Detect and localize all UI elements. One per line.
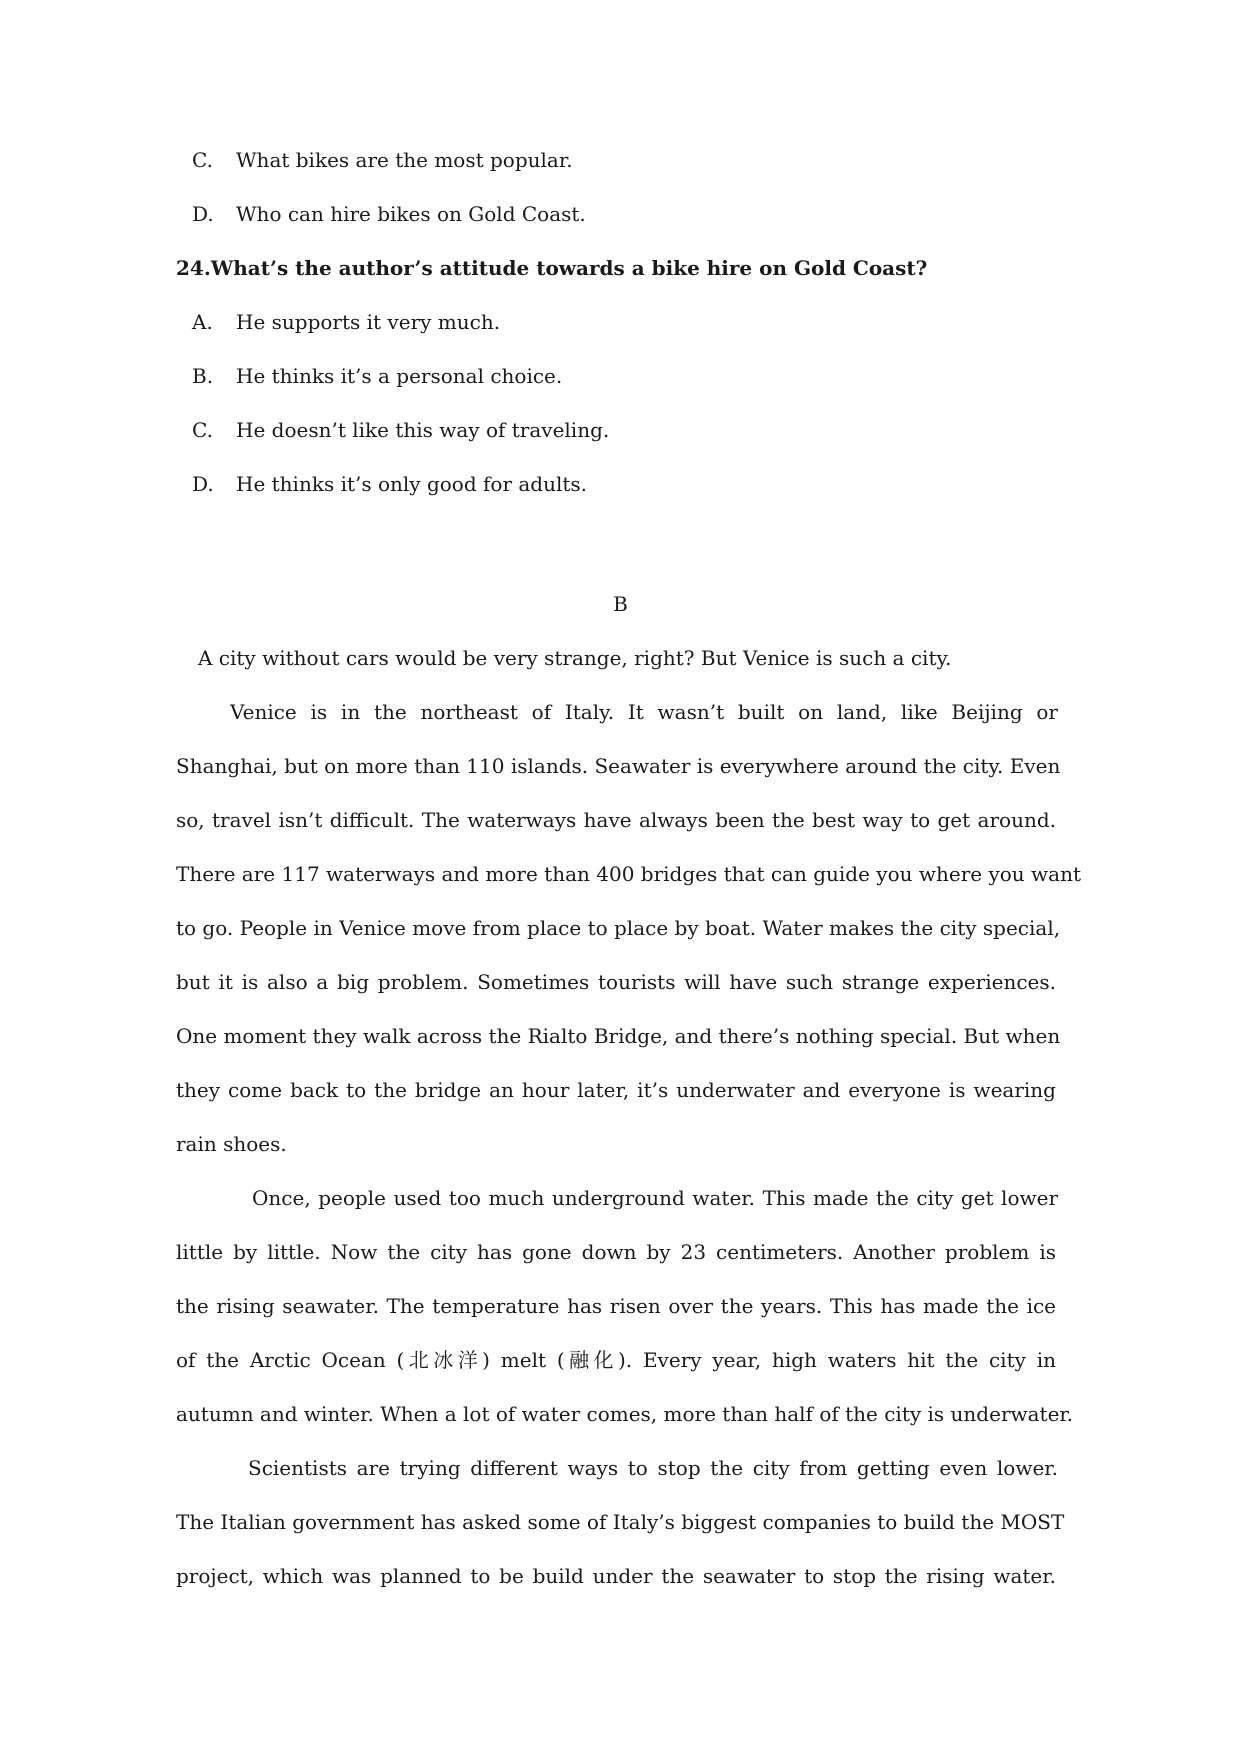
passage-line: the rising seawater. The temperature has risen over the years. This has made the ice — [176, 1294, 1056, 1318]
option-text: He doesn’t like this way of traveling. — [236, 418, 610, 442]
passage-line: Venice is in the northeast of Italy. It wasn’t built on land, like Beijing or — [230, 700, 1058, 724]
option-letter: C. — [192, 148, 213, 172]
passage-line: autumn and winter. When a lot of water comes, more than half of the city is underwater. — [176, 1402, 1074, 1426]
option-text: He thinks it’s only good for adults. — [236, 472, 588, 496]
passage-line: they come back to the bridge an hour later, it’s underwater and everyone is wearing — [176, 1078, 1056, 1102]
passage-line: so, travel isn’t difficult. The waterways have always been the best way to get around. — [176, 808, 1056, 832]
option-text: What bikes are the most popular. — [236, 148, 573, 172]
passage-line: rain shoes. — [176, 1132, 287, 1156]
option-letter: A. — [192, 310, 213, 334]
passage-line: There are 117 waterways and more than 400 bridges that can guide you where you want — [176, 862, 1081, 886]
passage-line: Scientists are trying different ways to stop the city from getting even lower. — [248, 1456, 1058, 1480]
section-b-label: B — [613, 592, 628, 616]
passage-line: Shanghai, but on more than 110 islands. Seawater is everywhere around the city. Even — [176, 754, 1061, 778]
passage-line: to go. People in Venice move from place to place by boat. Water makes the city special, — [176, 916, 1061, 940]
passage-line: A city without cars would be very strange, right? But Venice is such a city. — [198, 646, 952, 670]
passage-line: One moment they walk across the Rialto Bridge, and there’s nothing special. But when — [176, 1024, 1061, 1048]
passage-line: of the Arctic Ocean (北冰洋) melt (融化). Every year, high waters hit the city in — [176, 1348, 1056, 1372]
q24-question: 24.What’s the author’s attitude towards a bike hire on Gold Coast? — [176, 256, 928, 280]
option-letter: D. — [192, 202, 214, 226]
option-letter: C. — [192, 418, 213, 442]
option-text: Who can hire bikes on Gold Coast. — [236, 202, 586, 226]
option-letter: D. — [192, 472, 214, 496]
option-text: He thinks it’s a personal choice. — [236, 364, 563, 388]
option-letter: B. — [192, 364, 214, 388]
passage-line: Once, people used too much underground water. This made the city get lower — [252, 1186, 1058, 1210]
option-text: He supports it very much. — [236, 310, 501, 334]
passage-line: but it is also a big problem. Sometimes tourists will have such strange experiences. — [176, 970, 1056, 994]
passage-line: project, which was planned to be build under the seawater to stop the rising water. — [176, 1564, 1056, 1588]
passage-line: The Italian government has asked some of Italy’s biggest companies to build the MOST — [176, 1510, 1065, 1534]
passage-line: little by little. Now the city has gone down by 23 centimeters. Another problem is — [176, 1240, 1056, 1264]
